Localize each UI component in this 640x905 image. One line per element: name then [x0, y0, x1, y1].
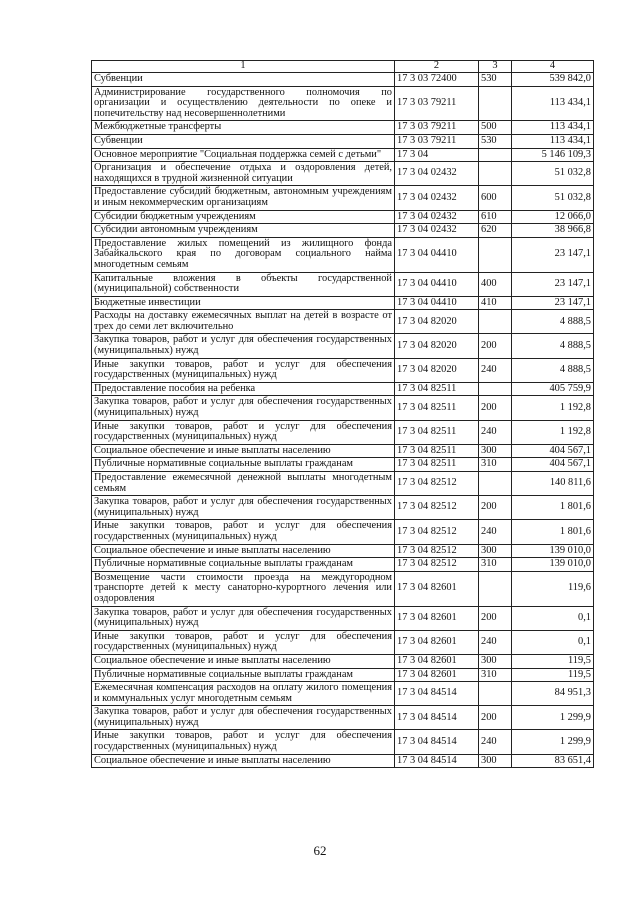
- row-expense-type-cell: 240: [479, 630, 512, 654]
- table-row: [92, 682, 594, 706]
- row-expense-type-cell: 300: [479, 444, 512, 458]
- row-amount-cell: 119,6: [512, 571, 594, 606]
- row-expense-type-cell: 530: [479, 134, 512, 148]
- table-row: [92, 296, 594, 310]
- row-code-cell: 17 3 04 82511: [395, 420, 479, 444]
- row-amount-cell: 23 147,1: [512, 272, 594, 296]
- row-expense-type-cell: 310: [479, 668, 512, 682]
- row-code-cell: 17 3 04 82601: [395, 654, 479, 668]
- table-row: [92, 134, 594, 148]
- row-amount-cell: 51 032,8: [512, 186, 594, 210]
- row-code-cell: 17 3 03 79211: [395, 86, 479, 121]
- table-body: [92, 73, 594, 768]
- row-amount-cell: 0,1: [512, 606, 594, 630]
- row-expense-type-cell: 310: [479, 558, 512, 572]
- row-name-cell: Закупка товаров, работ и услуг для обеспечения государственных (муниципальных) нужд: [92, 706, 395, 730]
- row-amount-cell: 1 801,6: [512, 496, 594, 520]
- row-expense-type-cell: [479, 86, 512, 121]
- row-expense-type-cell: [479, 571, 512, 606]
- row-amount-cell: 1 192,8: [512, 396, 594, 420]
- row-expense-type-cell: 240: [479, 520, 512, 544]
- row-code-cell: 17 3 04 82020: [395, 310, 479, 334]
- row-name-cell: Основное мероприятие "Социальная поддержка семей с детьми": [92, 148, 395, 162]
- table-header-row: [92, 61, 594, 73]
- row-expense-type-cell: 500: [479, 121, 512, 135]
- table-row: [92, 730, 594, 754]
- row-name-cell: Предоставление субсидий бюджетным, автономным учреждениям и иным некоммерческим организациям: [92, 186, 395, 210]
- table-row: [92, 654, 594, 668]
- row-name-cell: Иные закупки товаров, работ и услуг для обеспечения государственных (муниципальных) нужд: [92, 420, 395, 444]
- row-name-cell: Предоставление ежемесячной денежной выплаты многодетным семьям: [92, 472, 395, 496]
- row-amount-cell: 83 651,4: [512, 754, 594, 768]
- table-row: [92, 520, 594, 544]
- row-code-cell: 17 3 04 82511: [395, 396, 479, 420]
- row-code-cell: 17 3 04 02432: [395, 224, 479, 238]
- row-expense-type-cell: 240: [479, 730, 512, 754]
- row-name-cell: Организация и обеспечение отдыха и оздоровления детей, находящихся в трудной жизненной ситуации: [92, 162, 395, 186]
- row-code-cell: 17 3 04 82601: [395, 630, 479, 654]
- row-name-cell: Межбюджетные трансферты: [92, 121, 395, 135]
- row-name-cell: Социальное обеспечение и иные выплаты населению: [92, 444, 395, 458]
- row-code-cell: 17 3 04 84514: [395, 754, 479, 768]
- table-row: [92, 472, 594, 496]
- row-code-cell: 17 3 04 82020: [395, 358, 479, 382]
- row-amount-cell: 84 951,3: [512, 682, 594, 706]
- row-code-cell: 17 3 04 02432: [395, 210, 479, 224]
- row-code-cell: 17 3 04 02432: [395, 162, 479, 186]
- row-amount-cell: 23 147,1: [512, 296, 594, 310]
- row-code-cell: 17 3 04 82601: [395, 606, 479, 630]
- row-amount-cell: 1 801,6: [512, 520, 594, 544]
- row-expense-type-cell: 300: [479, 754, 512, 768]
- row-amount-cell: 12 066,0: [512, 210, 594, 224]
- row-code-cell: 17 3 03 72400: [395, 73, 479, 87]
- row-expense-type-cell: [479, 682, 512, 706]
- row-amount-cell: 4 888,5: [512, 310, 594, 334]
- table-row: [92, 310, 594, 334]
- table-row: [92, 272, 594, 296]
- table-row: [92, 358, 594, 382]
- row-name-cell: Предоставление жилых помещений из жилищного фонда Забайкальского края по договорам социального найма многодетным семьям: [92, 237, 395, 272]
- row-code-cell: 17 3 04 82020: [395, 334, 479, 358]
- row-code-cell: 17 3 04 82601: [395, 668, 479, 682]
- row-name-cell: Социальное обеспечение и иные выплаты населению: [92, 654, 395, 668]
- row-name-cell: Возмещение части стоимости проезда на междугородном транспорте детей к месту санаторно-курортного лечения или оздоровления: [92, 571, 395, 606]
- row-expense-type-cell: 410: [479, 296, 512, 310]
- row-expense-type-cell: 200: [479, 496, 512, 520]
- row-name-cell: Субвенции: [92, 134, 395, 148]
- row-expense-type-cell: 240: [479, 358, 512, 382]
- row-name-cell: Расходы на доставку ежемесячных выплат на детей в возрасте от трех до семи лет включительно: [92, 310, 395, 334]
- row-name-cell: Администрирование государственного полномочия по организации и осуществлению деятельности по опеке и попечительству над несовершеннолетними: [92, 86, 395, 121]
- row-name-cell: Ежемесячная компенсация расходов на оплату жилого помещения и коммунальных услуг многодетным семьям: [92, 682, 395, 706]
- header-col-1: 1: [92, 61, 395, 73]
- table-row: [92, 630, 594, 654]
- row-code-cell: 17 3 04 84514: [395, 706, 479, 730]
- row-expense-type-cell: 200: [479, 334, 512, 358]
- row-code-cell: 17 3 04: [395, 148, 479, 162]
- table-row: [92, 237, 594, 272]
- row-expense-type-cell: 200: [479, 396, 512, 420]
- table-row: [92, 458, 594, 472]
- table-row: [92, 210, 594, 224]
- row-code-cell: 17 3 04 82511: [395, 382, 479, 396]
- row-name-cell: Субсидии бюджетным учреждениям: [92, 210, 395, 224]
- row-code-cell: 17 3 04 82512: [395, 472, 479, 496]
- row-amount-cell: 38 966,8: [512, 224, 594, 238]
- table-row: [92, 420, 594, 444]
- row-code-cell: 17 3 04 82512: [395, 520, 479, 544]
- row-amount-cell: 1 299,9: [512, 706, 594, 730]
- row-amount-cell: 23 147,1: [512, 237, 594, 272]
- row-name-cell: Предоставление пособия на ребенка: [92, 382, 395, 396]
- row-expense-type-cell: 200: [479, 706, 512, 730]
- row-code-cell: 17 3 03 79211: [395, 121, 479, 135]
- table-row: [92, 396, 594, 420]
- table-row: [92, 754, 594, 768]
- table-row: [92, 148, 594, 162]
- row-amount-cell: 51 032,8: [512, 162, 594, 186]
- row-code-cell: 17 3 04 04410: [395, 272, 479, 296]
- row-code-cell: 17 3 04 82512: [395, 544, 479, 558]
- row-name-cell: Закупка товаров, работ и услуг для обеспечения государственных (муниципальных) нужд: [92, 396, 395, 420]
- row-name-cell: Публичные нормативные социальные выплаты гражданам: [92, 458, 395, 472]
- row-expense-type-cell: [479, 237, 512, 272]
- row-amount-cell: 4 888,5: [512, 358, 594, 382]
- row-code-cell: 17 3 04 82512: [395, 558, 479, 572]
- header-col-3: 3: [479, 61, 512, 73]
- table-row: [92, 496, 594, 520]
- row-expense-type-cell: 240: [479, 420, 512, 444]
- row-expense-type-cell: 530: [479, 73, 512, 87]
- row-amount-cell: 1 192,8: [512, 420, 594, 444]
- row-name-cell: Иные закупки товаров, работ и услуг для обеспечения государственных (муниципальных) нужд: [92, 520, 395, 544]
- row-expense-type-cell: 200: [479, 606, 512, 630]
- row-name-cell: Субвенции: [92, 73, 395, 87]
- row-amount-cell: 4 888,5: [512, 334, 594, 358]
- row-name-cell: Иные закупки товаров, работ и услуг для обеспечения государственных (муниципальных) нужд: [92, 730, 395, 754]
- row-code-cell: 17 3 04 82601: [395, 571, 479, 606]
- table-row: [92, 544, 594, 558]
- row-amount-cell: 140 811,6: [512, 472, 594, 496]
- table-row: [92, 121, 594, 135]
- table-row: [92, 86, 594, 121]
- row-expense-type-cell: [479, 148, 512, 162]
- table-row: [92, 224, 594, 238]
- row-name-cell: Публичные нормативные социальные выплаты гражданам: [92, 558, 395, 572]
- row-expense-type-cell: 600: [479, 186, 512, 210]
- row-amount-cell: 0,1: [512, 630, 594, 654]
- budget-table: [91, 60, 594, 768]
- row-amount-cell: 113 434,1: [512, 86, 594, 121]
- table-row: [92, 186, 594, 210]
- budget-table-sheet: [91, 60, 593, 768]
- row-amount-cell: 119,5: [512, 654, 594, 668]
- row-expense-type-cell: [479, 162, 512, 186]
- table-row: [92, 706, 594, 730]
- row-name-cell: Закупка товаров, работ и услуг для обеспечения государственных (муниципальных) нужд: [92, 496, 395, 520]
- row-expense-type-cell: [479, 382, 512, 396]
- table-row: [92, 162, 594, 186]
- row-amount-cell: 5 146 109,3: [512, 148, 594, 162]
- row-amount-cell: 404 567,1: [512, 444, 594, 458]
- row-code-cell: 17 3 04 82511: [395, 444, 479, 458]
- row-expense-type-cell: 610: [479, 210, 512, 224]
- row-expense-type-cell: [479, 310, 512, 334]
- row-name-cell: Публичные нормативные социальные выплаты гражданам: [92, 668, 395, 682]
- row-expense-type-cell: 400: [479, 272, 512, 296]
- table-row: [92, 558, 594, 572]
- row-name-cell: Закупка товаров, работ и услуг для обеспечения государственных (муниципальных) нужд: [92, 334, 395, 358]
- row-amount-cell: 405 759,9: [512, 382, 594, 396]
- row-expense-type-cell: 310: [479, 458, 512, 472]
- table-row: [92, 334, 594, 358]
- table-row: [92, 571, 594, 606]
- row-name-cell: Субсидии автономным учреждениям: [92, 224, 395, 238]
- row-name-cell: Иные закупки товаров, работ и услуг для обеспечения государственных (муниципальных) нужд: [92, 630, 395, 654]
- row-code-cell: 17 3 04 02432: [395, 186, 479, 210]
- page-number: 62: [313, 843, 327, 858]
- row-expense-type-cell: [479, 472, 512, 496]
- table-row: [92, 606, 594, 630]
- row-amount-cell: 113 434,1: [512, 134, 594, 148]
- row-code-cell: 17 3 04 82512: [395, 496, 479, 520]
- row-name-cell: Социальное обеспечение и иные выплаты населению: [92, 754, 395, 768]
- row-amount-cell: 119,5: [512, 668, 594, 682]
- row-amount-cell: 139 010,0: [512, 558, 594, 572]
- row-name-cell: Капитальные вложения в объекты государственной (муниципальной) собственности: [92, 272, 395, 296]
- table-row: [92, 668, 594, 682]
- row-amount-cell: 404 567,1: [512, 458, 594, 472]
- row-code-cell: 17 3 03 79211: [395, 134, 479, 148]
- row-name-cell: Бюджетные инвестиции: [92, 296, 395, 310]
- header-col-4: 4: [512, 61, 594, 73]
- row-amount-cell: 139 010,0: [512, 544, 594, 558]
- row-name-cell: Закупка товаров, работ и услуг для обеспечения государственных (муниципальных) нужд: [92, 606, 395, 630]
- row-amount-cell: 1 299,9: [512, 730, 594, 754]
- row-amount-cell: 113 434,1: [512, 121, 594, 135]
- row-expense-type-cell: 300: [479, 654, 512, 668]
- table-row: [92, 444, 594, 458]
- row-amount-cell: 539 842,0: [512, 73, 594, 87]
- row-code-cell: 17 3 04 84514: [395, 730, 479, 754]
- row-name-cell: Социальное обеспечение и иные выплаты населению: [92, 544, 395, 558]
- row-code-cell: 17 3 04 84514: [395, 682, 479, 706]
- row-code-cell: 17 3 04 04410: [395, 296, 479, 310]
- row-name-cell: Иные закупки товаров, работ и услуг для обеспечения государственных (муниципальных) нужд: [92, 358, 395, 382]
- row-code-cell: 17 3 04 82511: [395, 458, 479, 472]
- row-code-cell: 17 3 04 04410: [395, 237, 479, 272]
- row-expense-type-cell: 300: [479, 544, 512, 558]
- row-expense-type-cell: 620: [479, 224, 512, 238]
- table-row: [92, 73, 594, 87]
- table-row: [92, 382, 594, 396]
- header-col-2: 2: [395, 61, 479, 73]
